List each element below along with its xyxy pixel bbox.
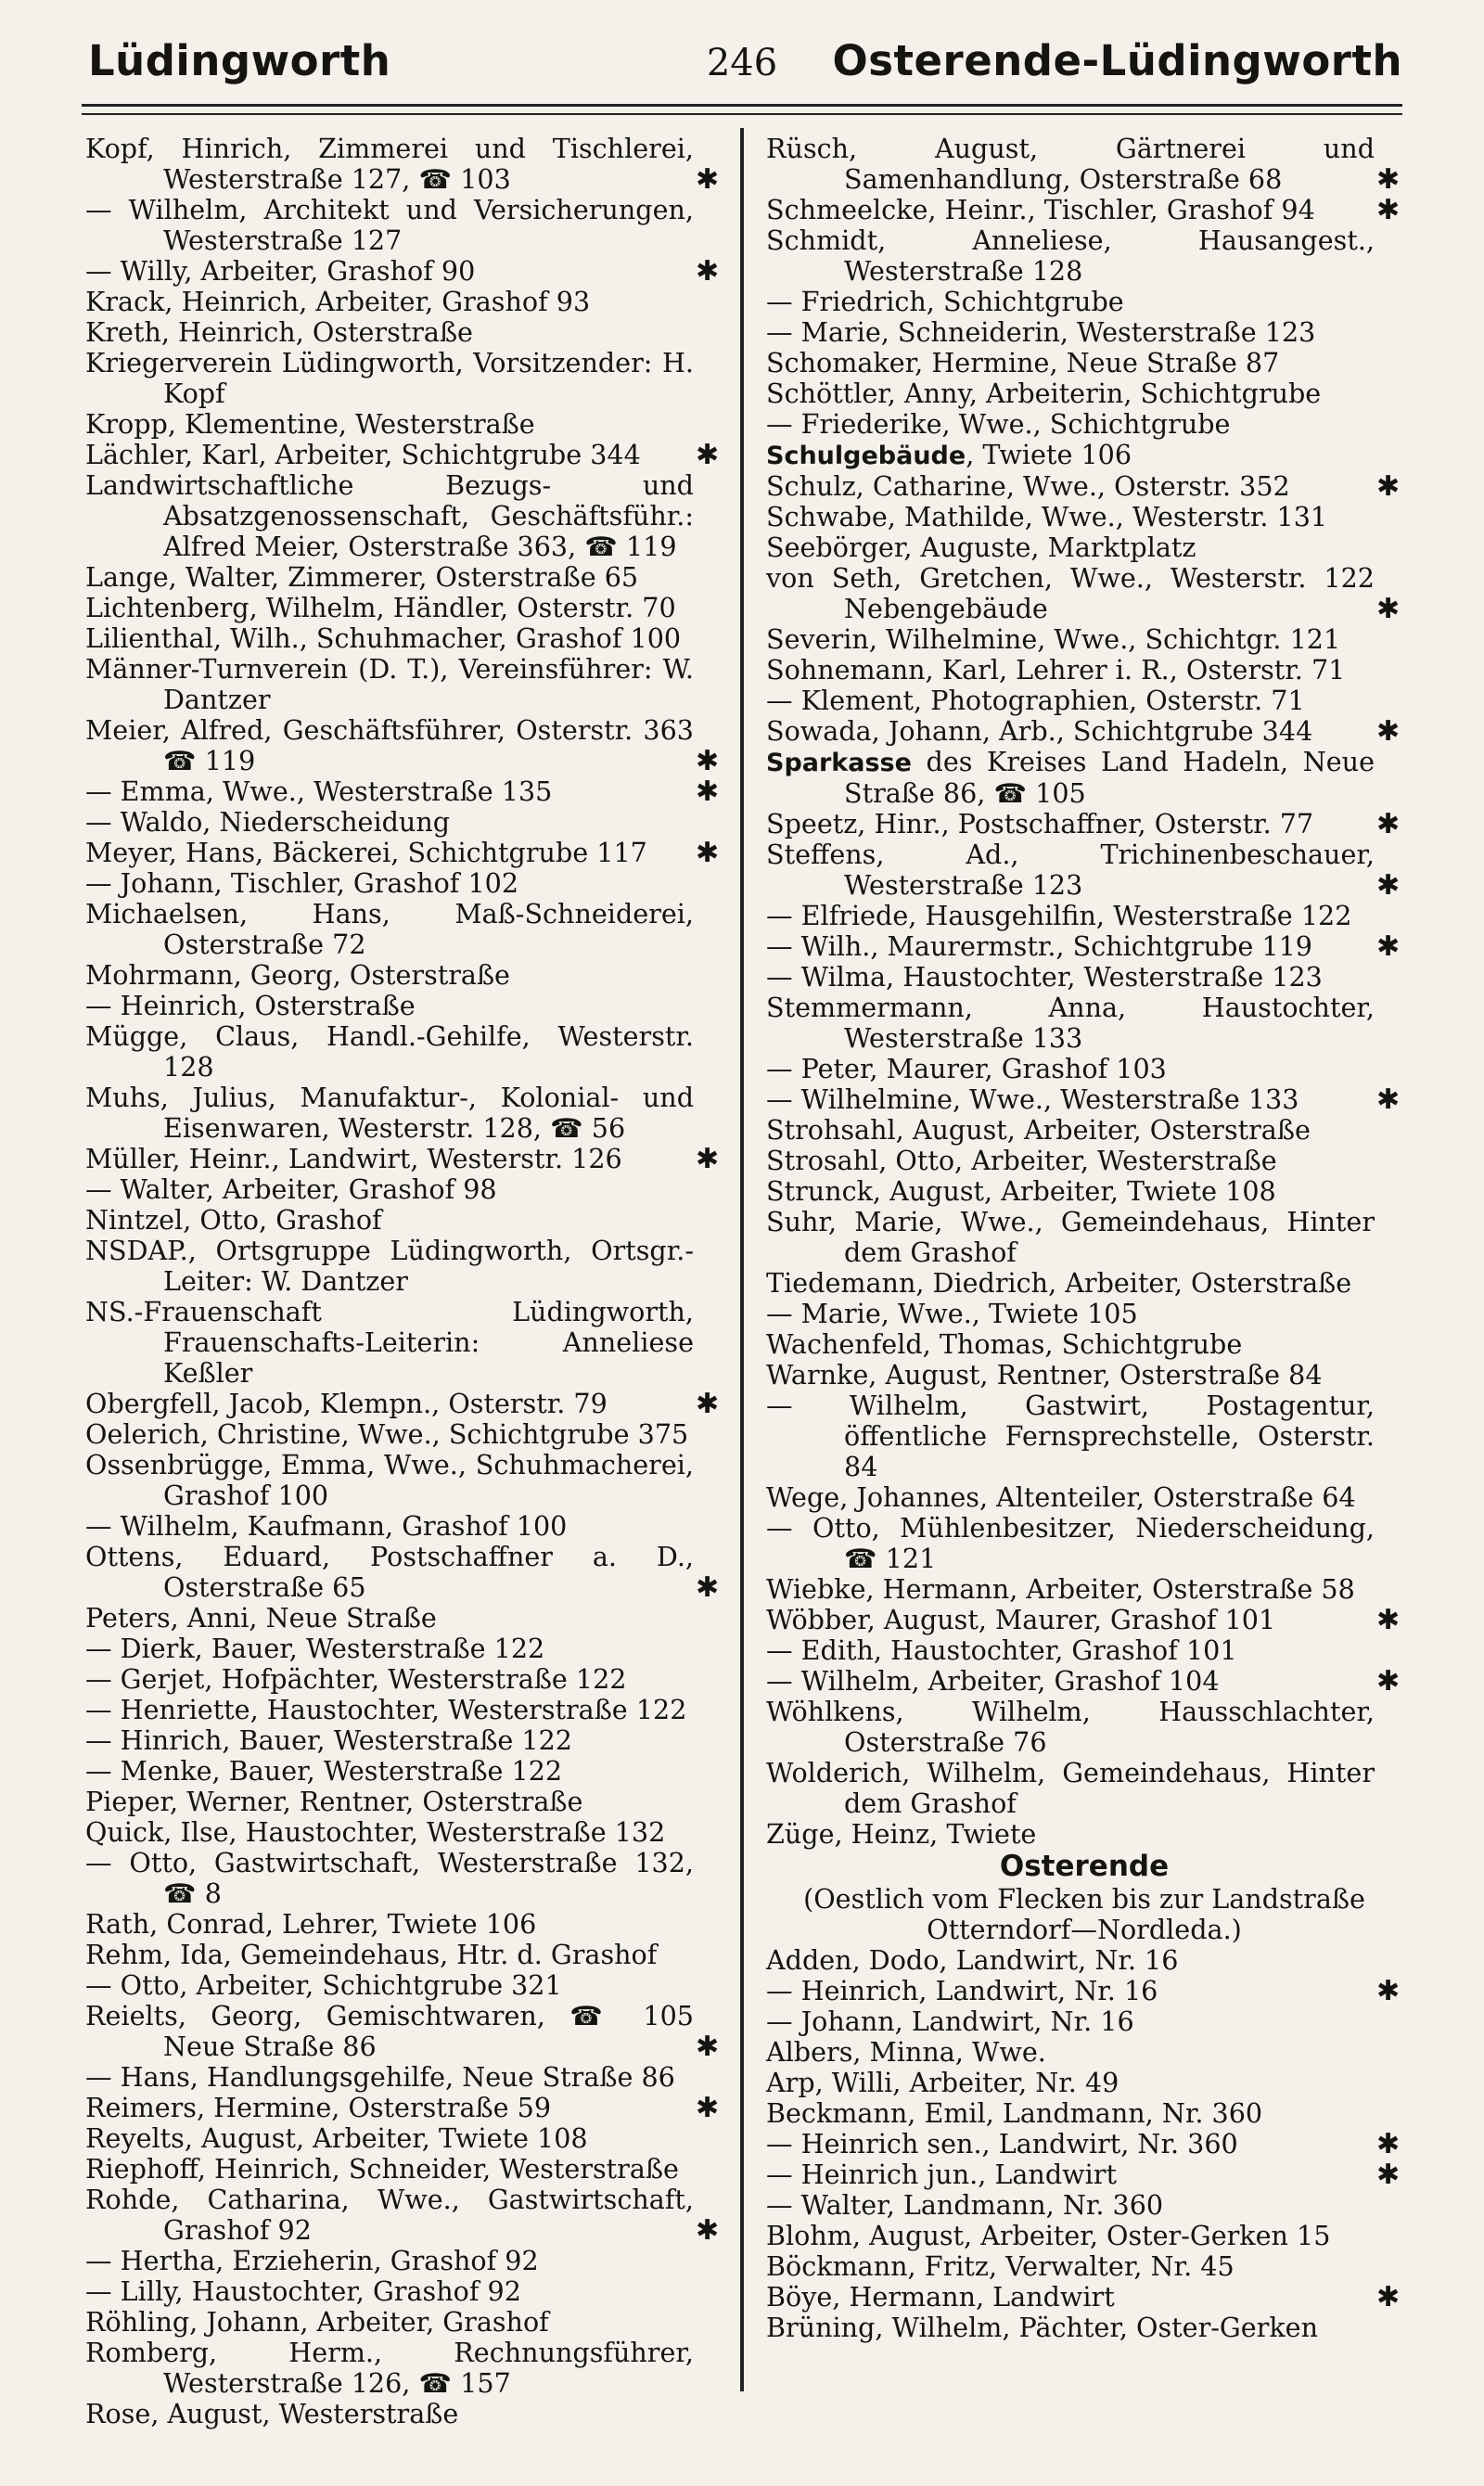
entry-text: Blohm, August, Arbeiter, Oster-Gerken 15 [766, 2220, 1331, 2251]
entry-text: von Seth, Gretchen, Wwe., Westerstr. 122 Nebengebäude [766, 562, 1375, 624]
directory-entry [766, 287, 1402, 317]
directory-entry [85, 256, 722, 287]
directory-entry [85, 2307, 722, 2338]
directory-entry [766, 655, 1402, 686]
header-rule-thin [82, 113, 1402, 115]
entry-text: — Heinrich sen., Landwirt, Nr. 360 [766, 2128, 1238, 2159]
directory-entry [85, 1848, 722, 1909]
directory-entry [766, 962, 1402, 993]
directory-entry [85, 1756, 722, 1787]
entry-text: — Klement, Photographien, Osterstr. 71 [766, 685, 1305, 716]
directory-entry [766, 2313, 1402, 2343]
column-divider [740, 128, 744, 2391]
telephone-star-icon: ✱ [696, 745, 720, 777]
entry-text: — Henriette, Haustochter, Westerstraße 122 [85, 1694, 687, 1725]
directory-entry [85, 1174, 722, 1205]
directory-entry [766, 1976, 1402, 2006]
directory-entry [85, 1511, 722, 1542]
directory-entry [766, 1697, 1402, 1758]
directory-entry [85, 1542, 722, 1603]
directory-entry [766, 1635, 1402, 1666]
entry-text: Mohrmann, Georg, Osterstraße [85, 959, 510, 991]
entry-text: Nintzel, Otto, Grashof [85, 1204, 382, 1236]
directory-entry [766, 2037, 1402, 2068]
entry-text: Wachenfeld, Thomas, Schichtgrube [766, 1328, 1243, 1360]
entry-text: — Wilhelm, Kaufmann, Grashof 100 [85, 1510, 568, 1542]
directory-entry [85, 899, 722, 960]
entry-text: — Peter, Maurer, Grashof 103 [766, 1053, 1167, 1084]
telephone-star-icon: ✱ [696, 2214, 720, 2247]
header-right-title: Osterende-Lüdingworth [832, 36, 1402, 85]
entry-text: — Otto, Mühlenbesitzer, Niederscheidung, ☎ 121 [766, 1512, 1375, 1574]
header-rule [82, 104, 1402, 107]
header-left-title: Lüdingworth [88, 36, 391, 85]
entry-text: Pieper, Werner, Rentner, Osterstraße [85, 1786, 583, 1817]
entry-text: Böckmann, Fritz, Verwalter, Nr. 45 [766, 2250, 1235, 2282]
entry-text: Kropp, Klementine, Westerstraße [85, 408, 535, 440]
entry-text: Riephoff, Heinrich, Schneider, Westerstraße [85, 2153, 679, 2185]
directory-entry [85, 562, 722, 593]
entry-text: — Wilhelm, Arbeiter, Grashof 104 [766, 1665, 1220, 1697]
directory-entry [766, 1513, 1402, 1574]
telephone-star-icon: ✱ [1376, 715, 1401, 748]
entry-text: Kopf, Hinrich, Zimmerei und Tischlerei, Westerstraße 127, ☎ 103 [85, 133, 694, 195]
entry-text: Müller, Heinr., Landwirt, Westerstr. 126 [85, 1143, 622, 1174]
entry-text: NS.-Frauenschaft Lüdingworth, Frauenschafts-Leiterin: Anneliese Keßler [85, 1296, 694, 1389]
telephone-star-icon: ✱ [696, 1388, 720, 1420]
entry-text: Rüsch, August, Gärtnerei und Samenhandlung, Osterstraße 68 [766, 133, 1375, 195]
telephone-star-icon: ✱ [696, 1571, 720, 1604]
telephone-star-icon: ✱ [1376, 593, 1401, 625]
directory-entry [766, 1146, 1402, 1176]
directory-entry [766, 1299, 1402, 1329]
entry-text: Meier, Alfred, Geschäftsführer, Osterstr. 363 ☎ 119 [85, 714, 694, 776]
telephone-star-icon: ✱ [696, 163, 720, 196]
entry-text: — Wilhelm, Architekt und Versicherungen, Westerstraße 127 [85, 194, 694, 256]
telephone-star-icon: ✱ [1376, 1665, 1401, 1698]
entry-text: — Dierk, Bauer, Westerstraße 122 [85, 1633, 545, 1664]
entry-text: Kreth, Heinrich, Osterstraße [85, 316, 473, 348]
directory-entry [85, 776, 722, 807]
entry-text: Brüning, Wilhelm, Pächter, Oster-Gerken [766, 2312, 1319, 2343]
telephone-star-icon: ✱ [1376, 470, 1401, 503]
telephone-star-icon: ✱ [1376, 194, 1401, 226]
entry-text: Schöttler, Anny, Arbeiterin, Schichtgrube [766, 378, 1322, 409]
directory-entry [766, 2282, 1402, 2313]
entry-text: — Walter, Arbeiter, Grashof 98 [85, 1173, 497, 1205]
entry-text: — Wilhelm, Gastwirt, Postagentur, öffentliche Fernsprechstelle, Osterstr. 84 [766, 1390, 1375, 1482]
directory-entry [85, 1970, 722, 2001]
entry-text: — Marie, Wwe., Twiete 105 [766, 1298, 1138, 1329]
directory-entry [766, 1268, 1402, 1299]
directory-entry [85, 2399, 722, 2429]
directory-entry [766, 686, 1402, 716]
entry-text: Sparkasse des Kreises Land Hadeln, Neue Straße 86, ☎ 105 [766, 746, 1375, 809]
right-column [766, 134, 1402, 2343]
directory-entry [766, 2221, 1402, 2251]
entry-text: Kriegerverein Lüdingworth, Vorsitzender: H. Kopf [85, 347, 694, 409]
directory-entry [85, 1144, 722, 1174]
directory-entry [85, 1634, 722, 1664]
telephone-star-icon: ✱ [1376, 930, 1401, 963]
entry-text: Stemmermann, Anna, Haustochter, Westerstraße 133 [766, 992, 1375, 1054]
directory-entry [766, 134, 1402, 195]
entry-text: Quick, Ilse, Haustochter, Westerstraße 132 [85, 1816, 666, 1848]
entry-text: Michaelsen, Hans, Maß-Schneiderei, Osterstraße 72 [85, 898, 694, 960]
directory-entry [766, 2006, 1402, 2037]
directory-entry [766, 1054, 1402, 1084]
telephone-star-icon: ✱ [1376, 2159, 1401, 2191]
entry-text: Röhling, Johann, Arbeiter, Grashof [85, 2306, 549, 2338]
directory-entry [85, 991, 722, 1021]
directory-entry [85, 1297, 722, 1389]
entry-text: Severin, Wilhelmine, Wwe., Schichtgr. 121 [766, 623, 1341, 655]
directory-entry [766, 502, 1402, 532]
directory-entry [766, 1360, 1402, 1390]
telephone-star-icon: ✱ [1376, 1975, 1401, 2007]
directory-entry [85, 2185, 722, 2246]
directory-entry [766, 2159, 1402, 2190]
directory-entry [766, 931, 1402, 962]
directory-entry [85, 838, 722, 868]
directory-entry [85, 2338, 722, 2399]
entry-text: Adden, Dodo, Landwirt, Nr. 16 [766, 1944, 1179, 1976]
entry-text: — Wilhelmine, Wwe., Westerstraße 133 [766, 1083, 1299, 1115]
entry-text: — Hans, Handlungsgehilfe, Neue Straße 86 [85, 2061, 675, 2093]
entry-text: Schulgebäude, Twiete 106 [766, 439, 1132, 470]
entry-text: Beckmann, Emil, Landmann, Nr. 360 [766, 2097, 1263, 2129]
entry-text: Ossenbrügge, Emma, Wwe., Schuhmacherei, Grashof 100 [85, 1449, 694, 1511]
entry-text: — Edith, Haustochter, Grashof 101 [766, 1634, 1237, 1666]
directory-entry [766, 1666, 1402, 1697]
entry-text: — Friederike, Wwe., Schichtgrube [766, 408, 1231, 440]
entry-text: Rehm, Ida, Gemeindehaus, Htr. d. Grashof [85, 1939, 658, 1970]
directory-entry [85, 654, 722, 715]
directory-entry [85, 623, 722, 654]
telephone-star-icon: ✱ [696, 837, 720, 869]
telephone-star-icon: ✱ [1376, 1083, 1401, 1116]
entry-text: Rohde, Catharina, Wwe., Gastwirtschaft, Grashof 92 [85, 2184, 694, 2246]
directory-entry [85, 2093, 722, 2123]
directory-entry [85, 1083, 722, 1144]
directory-entry [766, 348, 1402, 378]
entry-text: Rath, Conrad, Lehrer, Twiete 106 [85, 1908, 537, 1940]
directory-entry [85, 2154, 722, 2185]
directory-entry [766, 839, 1402, 901]
entry-text: — Heinrich, Osterstraße [85, 990, 416, 1021]
directory-entry [85, 317, 722, 348]
directory-entry [85, 2246, 722, 2276]
directory-entry [766, 409, 1402, 440]
directory-entry [766, 225, 1402, 287]
directory-entry [85, 440, 722, 470]
entry-text: Suhr, Marie, Wwe., Gemeindehaus, Hinter dem Grashof [766, 1206, 1375, 1268]
entry-text: Böye, Hermann, Landwirt [766, 2281, 1115, 2313]
entry-text: Sowada, Johann, Arb., Schichtgrube 344 [766, 715, 1313, 747]
directory-entry [766, 317, 1402, 348]
entry-text: Strunck, August, Arbeiter, Twiete 108 [766, 1175, 1276, 1207]
entry-text: — Elfriede, Hausgehilfin, Westerstraße 122 [766, 900, 1352, 931]
directory-entry [766, 1176, 1402, 1207]
telephone-star-icon: ✱ [1376, 869, 1401, 902]
entry-text: Albers, Minna, Wwe. [766, 2036, 1046, 2068]
entry-text: — Johann, Tischler, Grashof 102 [85, 867, 519, 899]
telephone-star-icon: ✱ [696, 439, 720, 471]
entry-text: — Lilly, Haustochter, Grashof 92 [85, 2275, 521, 2307]
directory-entry [766, 1945, 1402, 1976]
directory-entry [85, 2001, 722, 2062]
directory-entry [766, 1482, 1402, 1513]
directory-entry [766, 2190, 1402, 2221]
directory-entry [85, 593, 722, 623]
directory-entry [85, 1695, 722, 1725]
entry-text: Lichtenberg, Wilhelm, Händler, Osterstr. 70 [85, 592, 676, 623]
page-number: 246 [706, 42, 778, 84]
telephone-star-icon: ✱ [1376, 2281, 1401, 2313]
entry-text: — Hertha, Erzieherin, Grashof 92 [85, 2245, 539, 2276]
entry-text: Tiedemann, Diedrich, Arbeiter, Osterstraße [766, 1267, 1352, 1299]
directory-entry [85, 1787, 722, 1817]
directory-entry [766, 195, 1402, 225]
directory-entry [85, 348, 722, 409]
entry-text: Reyelts, August, Arbeiter, Twiete 108 [85, 2122, 588, 2154]
entry-text: — Otto, Gastwirtschaft, Westerstraße 132, ☎ 8 [85, 1847, 694, 1909]
entry-text: — Wilma, Haustochter, Westerstraße 123 [766, 961, 1323, 993]
directory-entry [85, 134, 722, 195]
directory-entry [766, 563, 1402, 624]
entry-text: — Otto, Arbeiter, Schichtgrube 321 [85, 1969, 562, 2001]
entry-text: Rose, August, Westerstraße [85, 2398, 459, 2429]
directory-entry [85, 409, 722, 440]
telephone-star-icon: ✱ [1376, 2128, 1401, 2160]
directory-entry [85, 1817, 722, 1848]
entry-text: — Hinrich, Bauer, Westerstraße 122 [85, 1724, 573, 1756]
entry-text: Peters, Anni, Neue Straße [85, 1602, 437, 1634]
telephone-star-icon: ✱ [1376, 1604, 1401, 1636]
directory-entry [766, 624, 1402, 655]
entry-text: Obergfell, Jacob, Klempn., Osterstr. 79 [85, 1388, 608, 1419]
entry-text: Wöbber, August, Maurer, Grashof 101 [766, 1604, 1276, 1635]
directory-entry [766, 2129, 1402, 2159]
entry-text: Wege, Johannes, Altenteiler, Osterstraße 64 [766, 1481, 1356, 1513]
telephone-star-icon: ✱ [1376, 163, 1401, 196]
entry-text: — Wilh., Maurermstr., Schichtgrube 119 [766, 930, 1312, 962]
entry-text: Meyer, Hans, Bäckerei, Schichtgrube 117 [85, 837, 647, 868]
telephone-star-icon: ✱ [696, 255, 720, 288]
left-column [85, 134, 722, 2429]
entry-text: Mügge, Claus, Handl.-Gehilfe, Westerstr. 128 [85, 1020, 694, 1083]
telephone-star-icon: ✱ [696, 1143, 720, 1175]
section-entries [766, 1945, 1402, 2343]
directory-entry [85, 2123, 722, 2154]
entry-text: Männer-Turnverein (D. T.), Vereinsführer: W. Dantzer [85, 653, 694, 715]
entry-text: Krack, Heinrich, Arbeiter, Grashof 93 [85, 286, 591, 317]
entry-text: Schwabe, Mathilde, Wwe., Westerstr. 131 [766, 501, 1328, 532]
directory-entry [766, 901, 1402, 931]
directory-entry [85, 2276, 722, 2307]
entry-text: Romberg, Herm., Rechnungsführer, Westerstraße 126, ☎ 157 [85, 2337, 694, 2399]
section-note: (Oestlich vom Flecken bis zur Landstraße Otterndorf—Nordleda.) [803, 1883, 1365, 1945]
directory-entry [85, 1021, 722, 1083]
entry-text: Lange, Walter, Zimmerer, Osterstraße 65 [85, 561, 639, 593]
section-title: Osterende [999, 1850, 1170, 1883]
entry-text: Strohsahl, August, Arbeiter, Osterstraße [766, 1114, 1311, 1146]
directory-entry [766, 747, 1402, 809]
directory-entry [766, 1329, 1402, 1360]
directory-entry [85, 1940, 722, 1970]
directory-entry [85, 1909, 722, 1940]
entry-text: Speetz, Hinr., Postschaffner, Osterstr. 77 [766, 808, 1314, 839]
entry-text: Steffens, Ad., Trichinenbeschauer, Westerstraße 123 [766, 839, 1375, 901]
directory-entry [766, 1605, 1402, 1635]
directory-entry [766, 1207, 1402, 1268]
entry-text: Sohnemann, Karl, Lehrer i. R., Osterstr. 71 [766, 654, 1346, 686]
entry-text: — Heinrich jun., Landwirt [766, 2159, 1117, 2190]
directory-entry [766, 471, 1402, 502]
entry-text: — Marie, Schneiderin, Westerstraße 123 [766, 316, 1316, 348]
directory-entry [85, 1603, 722, 1634]
directory-entry [766, 1084, 1402, 1115]
directory-entry [766, 1758, 1402, 1819]
directory-entry [766, 1819, 1402, 1850]
directory-entry [85, 1725, 722, 1756]
directory-entry [85, 195, 722, 256]
entry-text: Warnke, August, Rentner, Osterstraße 84 [766, 1359, 1323, 1390]
entry-text: NSDAP., Ortsgruppe Lüdingworth, Ortsgr.-Leiter: W. Dantzer [85, 1235, 694, 1297]
entry-text: Schomaker, Hermine, Neue Straße 87 [766, 347, 1280, 378]
entry-text: Reielts, Georg, Gemischtwaren, ☎ 105 Neue Straße 86 [85, 2000, 694, 2062]
entry-text: Züge, Heinz, Twiete [766, 1818, 1037, 1850]
entry-text: — Heinrich, Landwirt, Nr. 16 [766, 1975, 1158, 2006]
directory-entry [766, 716, 1402, 747]
entry-text: Seebörger, Auguste, Marktplatz [766, 532, 1196, 563]
telephone-star-icon: ✱ [696, 775, 720, 808]
directory-entry [85, 470, 722, 562]
entry-text: Schmeelcke, Heinr., Tischler, Grashof 94 [766, 194, 1315, 225]
directory-entry [85, 1450, 722, 1511]
directory-entry [85, 1664, 722, 1695]
entry-text: — Johann, Landwirt, Nr. 16 [766, 2005, 1134, 2037]
directory-entry [766, 1115, 1402, 1146]
directory-entry [766, 2068, 1402, 2098]
directory-entry [766, 532, 1402, 563]
entry-text: Reimers, Hermine, Osterstraße 59 [85, 2092, 552, 2123]
telephone-star-icon: ✱ [696, 2031, 720, 2063]
entry-text: — Friedrich, Schichtgrube [766, 286, 1124, 317]
entry-text: Wiebke, Hermann, Arbeiter, Osterstraße 58 [766, 1573, 1355, 1605]
directory-entry [766, 993, 1402, 1054]
entry-text: Muhs, Julius, Manufaktur-, Kolonial- und Eisenwaren, Westerstr. 128, ☎ 56 [85, 1082, 694, 1144]
directory-entry [85, 1389, 722, 1419]
directory-entry [85, 807, 722, 838]
telephone-star-icon: ✱ [696, 2092, 720, 2124]
directory-entry [766, 1390, 1402, 1482]
directory-entry [85, 715, 722, 776]
entry-text: Lilienthal, Wilh., Schuhmacher, Grashof 100 [85, 622, 682, 654]
directory-entry [85, 1236, 722, 1297]
entry-text: Wöhlkens, Wilhelm, Hausschlachter, Osterstraße 76 [766, 1696, 1375, 1758]
entry-text: Arp, Willi, Arbeiter, Nr. 49 [766, 2067, 1119, 2098]
entry-text: Strosahl, Otto, Arbeiter, Westerstraße [766, 1145, 1277, 1176]
directory-entry [766, 1574, 1402, 1605]
right-column-entries [766, 134, 1402, 1850]
entry-text: Oelerich, Christine, Wwe., Schichtgrube 375 [85, 1418, 689, 1450]
directory-entry [85, 960, 722, 991]
directory-entry [766, 2098, 1402, 2129]
entry-text: Schulz, Catharine, Wwe., Osterstr. 352 [766, 470, 1290, 502]
directory-entry [766, 440, 1402, 471]
entry-text: Schmidt, Anneliese, Hausangest., Westerstraße 128 [766, 224, 1375, 287]
entry-text: — Willy, Arbeiter, Grashof 90 [85, 255, 476, 287]
entry-text: — Walter, Landmann, Nr. 360 [766, 2189, 1164, 2221]
entry-text: Ottens, Eduard, Postschaffner a. D., Osterstraße 65 [85, 1541, 694, 1603]
entry-text: — Gerjet, Hofpächter, Westerstraße 122 [85, 1663, 627, 1695]
entry-text: — Emma, Wwe., Westerstraße 135 [85, 775, 553, 807]
entry-text: — Menke, Bauer, Westerstraße 122 [85, 1755, 563, 1787]
entry-text: — Waldo, Niederscheidung [85, 806, 451, 838]
telephone-star-icon: ✱ [1376, 808, 1401, 840]
directory-entry [85, 868, 722, 899]
directory-entry [766, 2251, 1402, 2282]
directory-entry [766, 378, 1402, 409]
directory-entry [766, 809, 1402, 839]
directory-entry [85, 1205, 722, 1236]
directory-entry [85, 2062, 722, 2093]
directory-entry [85, 287, 722, 317]
entry-text: Landwirtschaftliche Bezugs- und Absatzgenossenschaft, Geschäftsführ.: Alfred Meier, Osterstraße 363, ☎ 119 [85, 469, 694, 562]
entry-text: Lächler, Karl, Arbeiter, Schichtgrube 344 [85, 439, 641, 470]
entry-text: Wolderich, Wilhelm, Gemeindehaus, Hinter dem Grashof [766, 1757, 1375, 1819]
directory-entry [85, 1419, 722, 1450]
